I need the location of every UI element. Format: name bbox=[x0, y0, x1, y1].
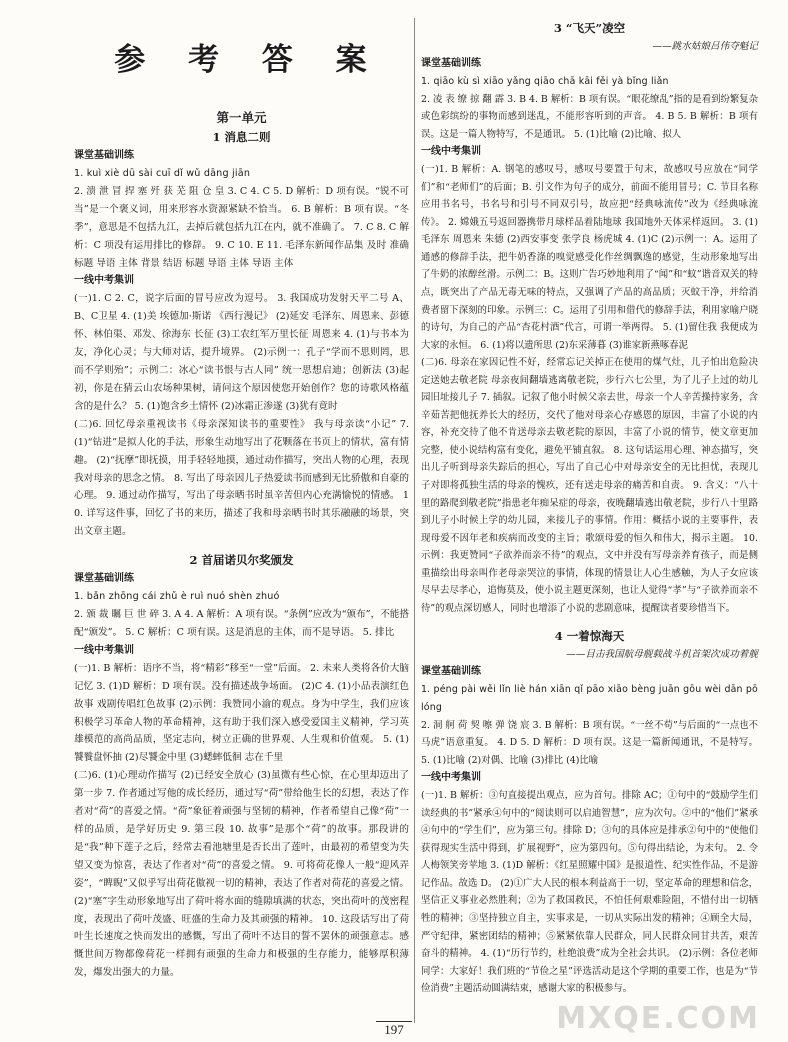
lesson2-title: 2 首届诺贝尔奖颁发 bbox=[189, 553, 294, 568]
lesson4-exam-part1: (一)1. B 解析：③句直接提出观点，应为首句。排除 AC；①句中的“鼓励学生们读经典的书”紧承④句中的“阅读则可以启迪智慧”，应为次句。②中的“他们”紧承④句中的“学生们”，应为第三句。排除 D；③句的具体应是排承②句中的“使他们获得现实生活中得到，扩展视野”，应为第四句。⑤句得出结论，为末句。 2. 令人梅领笑旁苹地 3. (1)D 解析：《红星照耀中国》是报道性、纪实性作品，不是游记作品。故选 D。 (2)①广大人民的根本利益高于一切，坚定革命的理想和信念，坚信正义事业必然胜利；②为了救国救民，不怕任何艰难险阻，不惜付出一切牺牲的精神；③坚持独立自主，实事求是，一切从实际出发的精神；④顾全大局，严守纪律，紧密团结的精神；⑤紧紧依靠人民群众，同人民群众同甘共苦，艰苦奋斗的精神。 4. (1)“历行节约，杜绝浪费”成为全社会共识。 (2)示例：各位老师同学：大家好！我们班的“节俭之星”评选活动是这个学期的重要工作，也是为“节俭消费”主题活动圆满结束，感谢大家的积极参与。 bbox=[421, 790, 758, 995]
lesson2-basic-heading: 课堂基础训练 bbox=[74, 573, 134, 585]
right-column bbox=[421, 0, 758, 998]
lesson1-exam-part1: (一)1. C 2. C，说字后面的冒号应改为逗号。 3. 我国成功发射天平二号 A、B、C卫星 4. (1)美 埃德加·斯诺 《西行漫记》 (2)延安 毛泽东、周恩来、彭德怀、林伯渠、邓发、徐海东 长征 (3)工农红军万里长征 周恩来 4. (1)与书本为友，净化心灵；与大师对话，提升境界。 (2)示例一：孔子“学而不思则罔，思而不学则殆”；示例二：冰心“读书恨与古人同” 统一思想启迪；创新法 (3)起初，你是在猜云山农场种果树，请问这个原因使您开始创作？您的诗歌风格蕴含的是什么？ 5. (1)饱含乡土情怀 (2)冰霜正渗遂 (3)犹有竟时 bbox=[74, 293, 409, 412]
lesson4-subtitle: ——目击我国航母舰载战斗机首架次成功着舰 bbox=[566, 649, 758, 661]
lesson2-pinyin: 1. bǎn zhōng cái zhǔ è ruì nuó shèn zhuó bbox=[74, 591, 280, 603]
lesson3-title: 3 “飞天”凌空 bbox=[553, 21, 626, 35]
lesson4-exam-heading: 一线中考集训 bbox=[421, 772, 481, 784]
lesson1-exam-part2: (二)6. 回忆母亲重视读书《母亲深知读书的重要性》 我与母亲读“小记” 7. (1)“钻进”是拟人化的手法，形象生动地写出了花颗落在书页上的情状，富有情趣。 (2)“抚摩”即抚摸，用手轻轻地摸，通过动作描写，突出人物的心理，表现我对母亲的思念之情。 8. 写出了母亲因儿子热爱读书而感到无比骄傲和自豪的心理。 9. 通过动作描写，写出了母亲晒书时虽辛苦但内心充满愉悦的情感。 10. 详写这件事，回忆了书的来历，描述了我和母亲晒书时其乐融融的场景，突出文章主题。 bbox=[74, 418, 409, 538]
lesson1-basic-answers: 2. 溃 泄 冒 捍 塞 歼 获 芜 阻 仓 皇 3. C 4. C 5. D 解析：D 项有误。“锐不可当”是一个褒义词，用来形容水资源紧缺不恰当。 6. B 解析：B 项有误。“冬季”，意思是不包括九江，去掉后就包括九江在内，就不准确了。 7. C 8. C 解析：C 项没有运用排比的修辞。 9. C 10. E 11. 毛泽东新闻作品集 及时 准确 标题 导语 主体 背景 结语 标题 导语 主体 导语 主体 bbox=[74, 185, 409, 269]
lesson3-pinyin: 1. qiāo kù sì xiāo yǎng qiāo chā kāi fěi yà bǐng liǎn bbox=[421, 76, 669, 87]
lesson2-exam-part1: (一)1. B 解析：语序不当，将“精彩”移至“一堂”后面。 2. 未来人类将各价大脑记忆 3. (1)D 解析：D 项有误。没有描述战争场面。 (2)C 4. (1)小品表演红色故事 戏剧传唱红色故事 (2)示例：我赞同小渝的观点。身为中学生，我们应该积极学习革命人物的革命精神，这有助于我们深入感受爱国主义精神，学习英雄模范的高尚品质，坚定志向，树立正确的世界观、人生观和价值观。 5. (1)饕餮盘怀抽 (2)尽饕金中里 (3)蟋蟀低徊 志在千里 bbox=[74, 662, 409, 764]
page-title: 参 考 答 案 bbox=[114, 42, 383, 78]
lesson4-title: 4 一着惊海天 bbox=[554, 629, 625, 644]
unit-heading: 第一单元 bbox=[216, 110, 267, 125]
lesson4-basic-answers: 2. 洞 舸 荷 契 嚓 弹 饶 宸 3. B 解析：B 项有误。“一丝不苟”与后面的“一点也不马虎”语意重复。 4. D 5. D 解析：D 项有误。这是一篇新闻通讯，不是特写。 5. (1)比喻 (2)对偶、比喻 (3)排比 (4)比喻 bbox=[421, 719, 758, 766]
lesson1-pinyin: 1. kuì xiè dū sài cuī dǐ wǔ dāng jiān bbox=[74, 168, 251, 179]
lesson3-basic-answers: 2. 凌 表 缭 掠 翻 霹 3. B 4. B 解析：B 项有误。“眼花缭乱”指的是看到纷繁复杂或色彩缤纷的事物而感到迷乱，不能形容听到的声音。 4. B 5. B 解析：B 项有误。这是一篇人物特写，不是通讯。 5. (1)比喻 (2)比喻、拟人 bbox=[421, 93, 758, 140]
page-number: 197 bbox=[0, 1022, 788, 1038]
lesson4-pinyin: 1. péng pài wěi lǐn liè hán xiān qǐ pāo xiāo bèng juān gōu wèi dān pō lóng bbox=[421, 684, 758, 713]
lesson1-basic-heading: 课堂基础训练 bbox=[74, 150, 134, 161]
lesson3-subtitle: ——跳水姑娘吕伟夺魁记 bbox=[652, 41, 758, 52]
lesson3-exam-part1: (一)1. B 解析：A. 钢笔的感叹号，感叹号要置于句末，故感叹号应放在“同学们”和“老师们”的后面；B. 引文作为句子的成分，前面不能用冒号；C. 节目名称应用书名号，书名号和引号不同双引号，故应把“经典咏流传”改为《经典咏流传》。 2. 嫦娥五号返回器携带月球样品着陆地球 我国地外天体采样返回。 3. (1)毛泽东 周恩来 朱德 (2)西安事变 张学良 杨虎城 4. (1)C (2)示例一：A。运用了通感的修辞手法，把牛奶香涤的嗅觉感受化作丝绸飘逸的感觉，生动形象地写出了牛奶的浓醇丝滑。示例二：B。这则广告巧妙地利用了“闻”和“蚊”谐音双关的特点，既突出了产品无毒无味的特点，又强调了产品的高品质；灭蚊干净，并给消费者留下深刻的印象。示例三：C。运用了引用和借代的修辞手法，利用家喻户晓的诗句，为自己的产品“杏花村酒”代言，可谓一举两得。 5. (1)留住我 我便成为大家的永恒。 6. (1)将以遗所思 (2)东采薄暮 (3)谁家新燕啄春泥 bbox=[421, 164, 758, 351]
lesson2-basic-answers: 2. 颁 裁 瞩 巨 世 碎 3. A 4. A 解析：A 项有误。“条例”应改为“颁布”，不能搭配“颁发”。 5. C 解析：C 项有误。这是消息的主体，而不是导语。 5. 排比 bbox=[74, 609, 409, 638]
lesson3-basic-heading: 课堂基础训练 bbox=[421, 58, 481, 69]
left-column bbox=[74, 0, 409, 982]
lesson2-exam-heading: 一线中考集训 bbox=[74, 644, 134, 656]
lesson2-exam-part2: (二)6. (1)心理动作描写 (2)已经安全放心 (3)虽微有些心惊，在心里却迈出了第一步 7. 作者通过写他的成长经历，通过写“荷”带给他生长的幻想，表达了作者对“荷”的喜爱之情。“荷”象征着顽强与坚韧的精神，作者希望自己像“荷”一样的品质，是学好历史 9. 第三段 10. 故事”是那个“荷”的故事。那段讲的是“我”种下莲子之后，经常去看池塘里是否长出了莲叶，由最初的希望变为失望又变为惊喜，表达了作者对“荷”的喜爱之情。 9. 可将荷花像人一般“迎风弄姿”，“睥睨”又似乎写出荷花傲视一切的精神，表达了作者对荷花的喜爱之情。 (2)“塞”字生动形象地写出了荷叶将水面的缝隙填满的状态，突出荷叶的茂密程度，表现出了荷叶茂盛、旺盛的生命力及其顽强的精神。 10. 这段话写出了荷叶生长速度之快而发出的感慨，写出了荷叶不达目的誓不罢休的顽强意志。感慨世间万物都像荷花一样拥有顽强的生命力和极强的生存能力，能够厚积薄发，爆发出强大的力量。 bbox=[74, 770, 409, 979]
lesson1-title: 1 消息二则 bbox=[212, 130, 271, 144]
lesson3-exam-heading: 一线中考集训 bbox=[421, 146, 481, 158]
watermark: MXQE.COM bbox=[556, 1001, 760, 1036]
lesson3-exam-part2: (二)6. 母亲在家因记性不好，经常忘记关掉正在使用的煤气灶，儿子怕出危险决定送她去敬老院 母亲夜间翻墙逃离敬老院，步行六七公里，为了儿子上过的幼儿园旧址接儿子 7. 插叙。记叙了他小时候父亲去世，母亲一个人辛苦操持家务，含辛茹苦把他抚养长大的经历，交代了他对母亲心存感恩的原因，丰富了小说的内容，补充交待了他不肯送母亲去敬老院的原因，丰富了小说的情节，使文章更加完整，使小说结构富有变化，避免平铺直叙。 8. 这句话运用心理、神态描写，突出儿子听到母亲失踪后的担心，写出了自己心中对母亲安全的无比担忧，表现儿子对即将孤独生活的母亲的愧疚，还有送走母亲的痛苦和自责。 9. 含义：“八十里的路爬到敬老院”指患老年痴呆症的母亲，夜晚翻墙逃出敬老院，步行八十里路到儿子小时候上学的幼儿园，来接儿子的事情。作用：概括小说的主要事件，表现母爱不因年老和疾病而改变的主旨；歌颂母爱的恒久和伟大，揭示主题。 10. 示例：我更赞同“子欲养而亲不待”的观点，文中并没有写母亲养育孩子，而是侧重描绘出母亲叫作老母亲哭泣的事情，体现的情景让人心生感触，为人子女应该尽早去尽孝心，追悔莫及，使小说主题更深刻，也让人觉得“孝”与“子欲养而亲不待”的观点深切感人，同时也增添了小说的悲剧意味，提醒读者要珍惜当下。 bbox=[421, 357, 758, 614]
lesson1-exam-heading: 一线中考集训 bbox=[74, 275, 134, 287]
column-divider bbox=[414, 18, 415, 1023]
lesson4-basic-heading: 课堂基础训练 bbox=[421, 666, 481, 678]
